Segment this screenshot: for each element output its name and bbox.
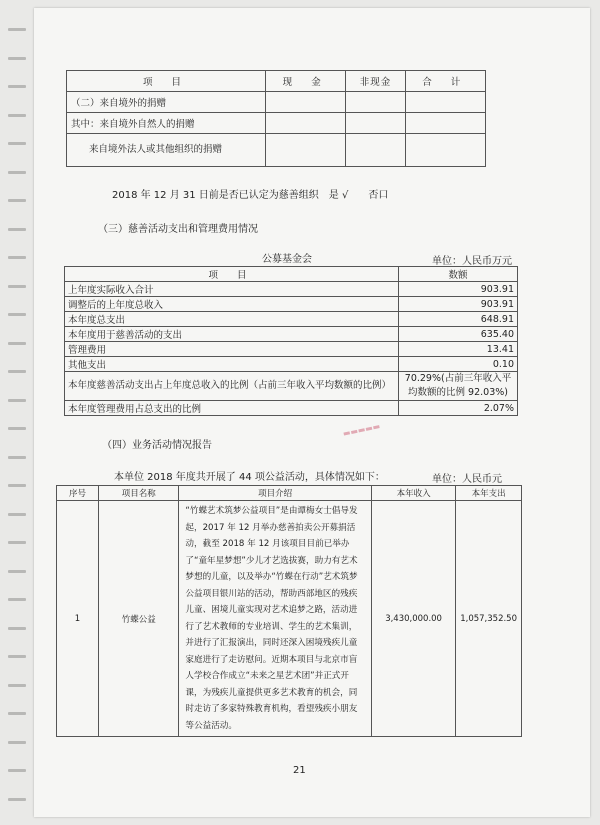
binding-hole — [8, 484, 26, 487]
binding-hole — [8, 684, 26, 687]
binding-hole — [8, 199, 26, 202]
binding-hole — [8, 627, 26, 630]
binding-hole — [8, 28, 26, 31]
row-value: 13.41 — [399, 342, 518, 357]
row-value: 635.40 — [399, 327, 518, 342]
section4-title: （四）业务活动情况报告 — [102, 440, 212, 451]
binding-hole — [8, 712, 26, 715]
row-income: 3,430,000.00 — [371, 501, 455, 737]
table-row — [65, 312, 518, 327]
activity-table — [56, 485, 522, 737]
col-header-item: 项 目 — [67, 71, 266, 92]
table-row — [67, 92, 486, 113]
binding-hole — [8, 114, 26, 117]
binding-hole — [8, 228, 26, 231]
binding-hole — [8, 256, 26, 259]
table2-caption: 公募基金会 — [262, 254, 312, 265]
table2-unit: 单位：人民币万元 — [432, 256, 512, 267]
binding-hole — [8, 769, 26, 772]
section3-title: （三）慈善活动支出和管理费用情况 — [98, 224, 258, 235]
binding-hole — [8, 285, 26, 288]
row-value: 2.07% — [399, 401, 518, 416]
row-label: 其中：来自境外自然人的捐赠 — [67, 113, 266, 134]
table-row — [65, 401, 518, 416]
row-label: 本年度总支出 — [65, 312, 399, 327]
row-label: 调整后的上年度总收入 — [65, 297, 399, 312]
col-header-no: 序号 — [57, 486, 99, 501]
table-row — [65, 327, 518, 342]
col-header-total: 合 计 — [405, 71, 485, 92]
binding-hole — [8, 570, 26, 573]
col-header-income: 本年收入 — [371, 486, 455, 501]
foreign-donation-table — [66, 70, 486, 167]
row-value: 903.91 — [399, 282, 518, 297]
binding-hole — [8, 313, 26, 316]
binding-hole — [8, 655, 26, 658]
row-value: 0.10 — [399, 357, 518, 372]
binding-hole — [8, 171, 26, 174]
binding-hole — [8, 85, 26, 88]
binding-edge — [0, 8, 34, 817]
activity-unit: 单位：人民币元 — [432, 474, 502, 485]
table-row — [67, 134, 486, 167]
table-row — [67, 113, 486, 134]
row-label: （二）来自境外的捐赠 — [67, 92, 266, 113]
col-header-intro: 项目介绍 — [179, 486, 372, 501]
table-row — [65, 372, 518, 401]
binding-hole — [8, 342, 26, 345]
expenditure-table — [64, 266, 518, 416]
table-row — [65, 357, 518, 372]
row-intro: “竹蝶艺术筑梦公益项目”是由谭梅女士倡导发起，2017 年 12 月举办慈善拍卖公开募捐活动，截至 2018 年 12 月该项目目前已举办了“童年星梦想”少儿才艺选拔赛，助力有艺术梦想的儿童，以及举办“竹蝶在行动”艺术筑梦公益项目银川站的活动，帮助西部地区的残疾儿童、困境儿童实现对艺术追梦之路，活动进行了艺术教师的专业培训、学生的艺术集训，并进行了汇报演出，同时还深入困境残疾儿童家庭进行了走访慰问。近期本项目与北京市盲人学校合作成立“未来之星艺术团”并正式开课，为残疾儿童提供更多艺术教育的机会，同时走访了多家特殊教育机构，看望残疾小朋友等公益活动。 — [179, 501, 372, 737]
row-name: 竹蝶公益 — [98, 501, 178, 737]
binding-hole — [8, 741, 26, 744]
row-value: 70.29%(占前三年收入平均数额的比例 92.03%) — [399, 372, 518, 401]
table-row — [65, 297, 518, 312]
row-value: 648.91 — [399, 312, 518, 327]
col-header-amount: 数额 — [399, 267, 518, 282]
col-header-name: 项目名称 — [98, 486, 178, 501]
row-label: 管理费用 — [65, 342, 399, 357]
activity-summary: 本单位 2018 年度共开展了 44 项公益活动，具体情况如下： — [114, 472, 385, 483]
table-row — [65, 342, 518, 357]
binding-hole — [8, 598, 26, 601]
binding-hole — [8, 57, 26, 60]
binding-hole — [8, 142, 26, 145]
binding-hole — [8, 399, 26, 402]
row-no: 1 — [57, 501, 99, 737]
binding-hole — [8, 370, 26, 373]
table-row — [65, 282, 518, 297]
row-label: 其他支出 — [65, 357, 399, 372]
col-header-item: 项 目 — [65, 267, 399, 282]
col-header-expense: 本年支出 — [456, 486, 522, 501]
col-header-cash: 现 金 — [266, 71, 346, 92]
binding-hole — [8, 541, 26, 544]
page-number: 21 — [293, 765, 306, 776]
binding-hole — [8, 427, 26, 430]
binding-hole — [8, 456, 26, 459]
row-label: 来自境外法人或其他组织的捐赠 — [67, 134, 266, 167]
charity-statement: 2018 年 12 月 31 日前是否已认定为慈善组织 是 √ 否口 — [112, 190, 389, 201]
binding-hole — [8, 513, 26, 516]
col-header-noncash: 非现金 — [346, 71, 405, 92]
row-value: 903.91 — [399, 297, 518, 312]
table-row — [57, 501, 522, 737]
row-label: 上年度实际收入合计 — [65, 282, 399, 297]
row-label: 本年度慈善活动支出占上年度总收入的比例（占前三年收入平均数额的比例） — [65, 372, 399, 401]
row-label: 本年度管理费用占总支出的比例 — [65, 401, 399, 416]
binding-hole — [8, 798, 26, 801]
row-label: 本年度用于慈善活动的支出 — [65, 327, 399, 342]
row-expense: 1,057,352.50 — [456, 501, 522, 737]
red-stamp-mark: ▬▬▬▬▬ — [342, 421, 381, 439]
